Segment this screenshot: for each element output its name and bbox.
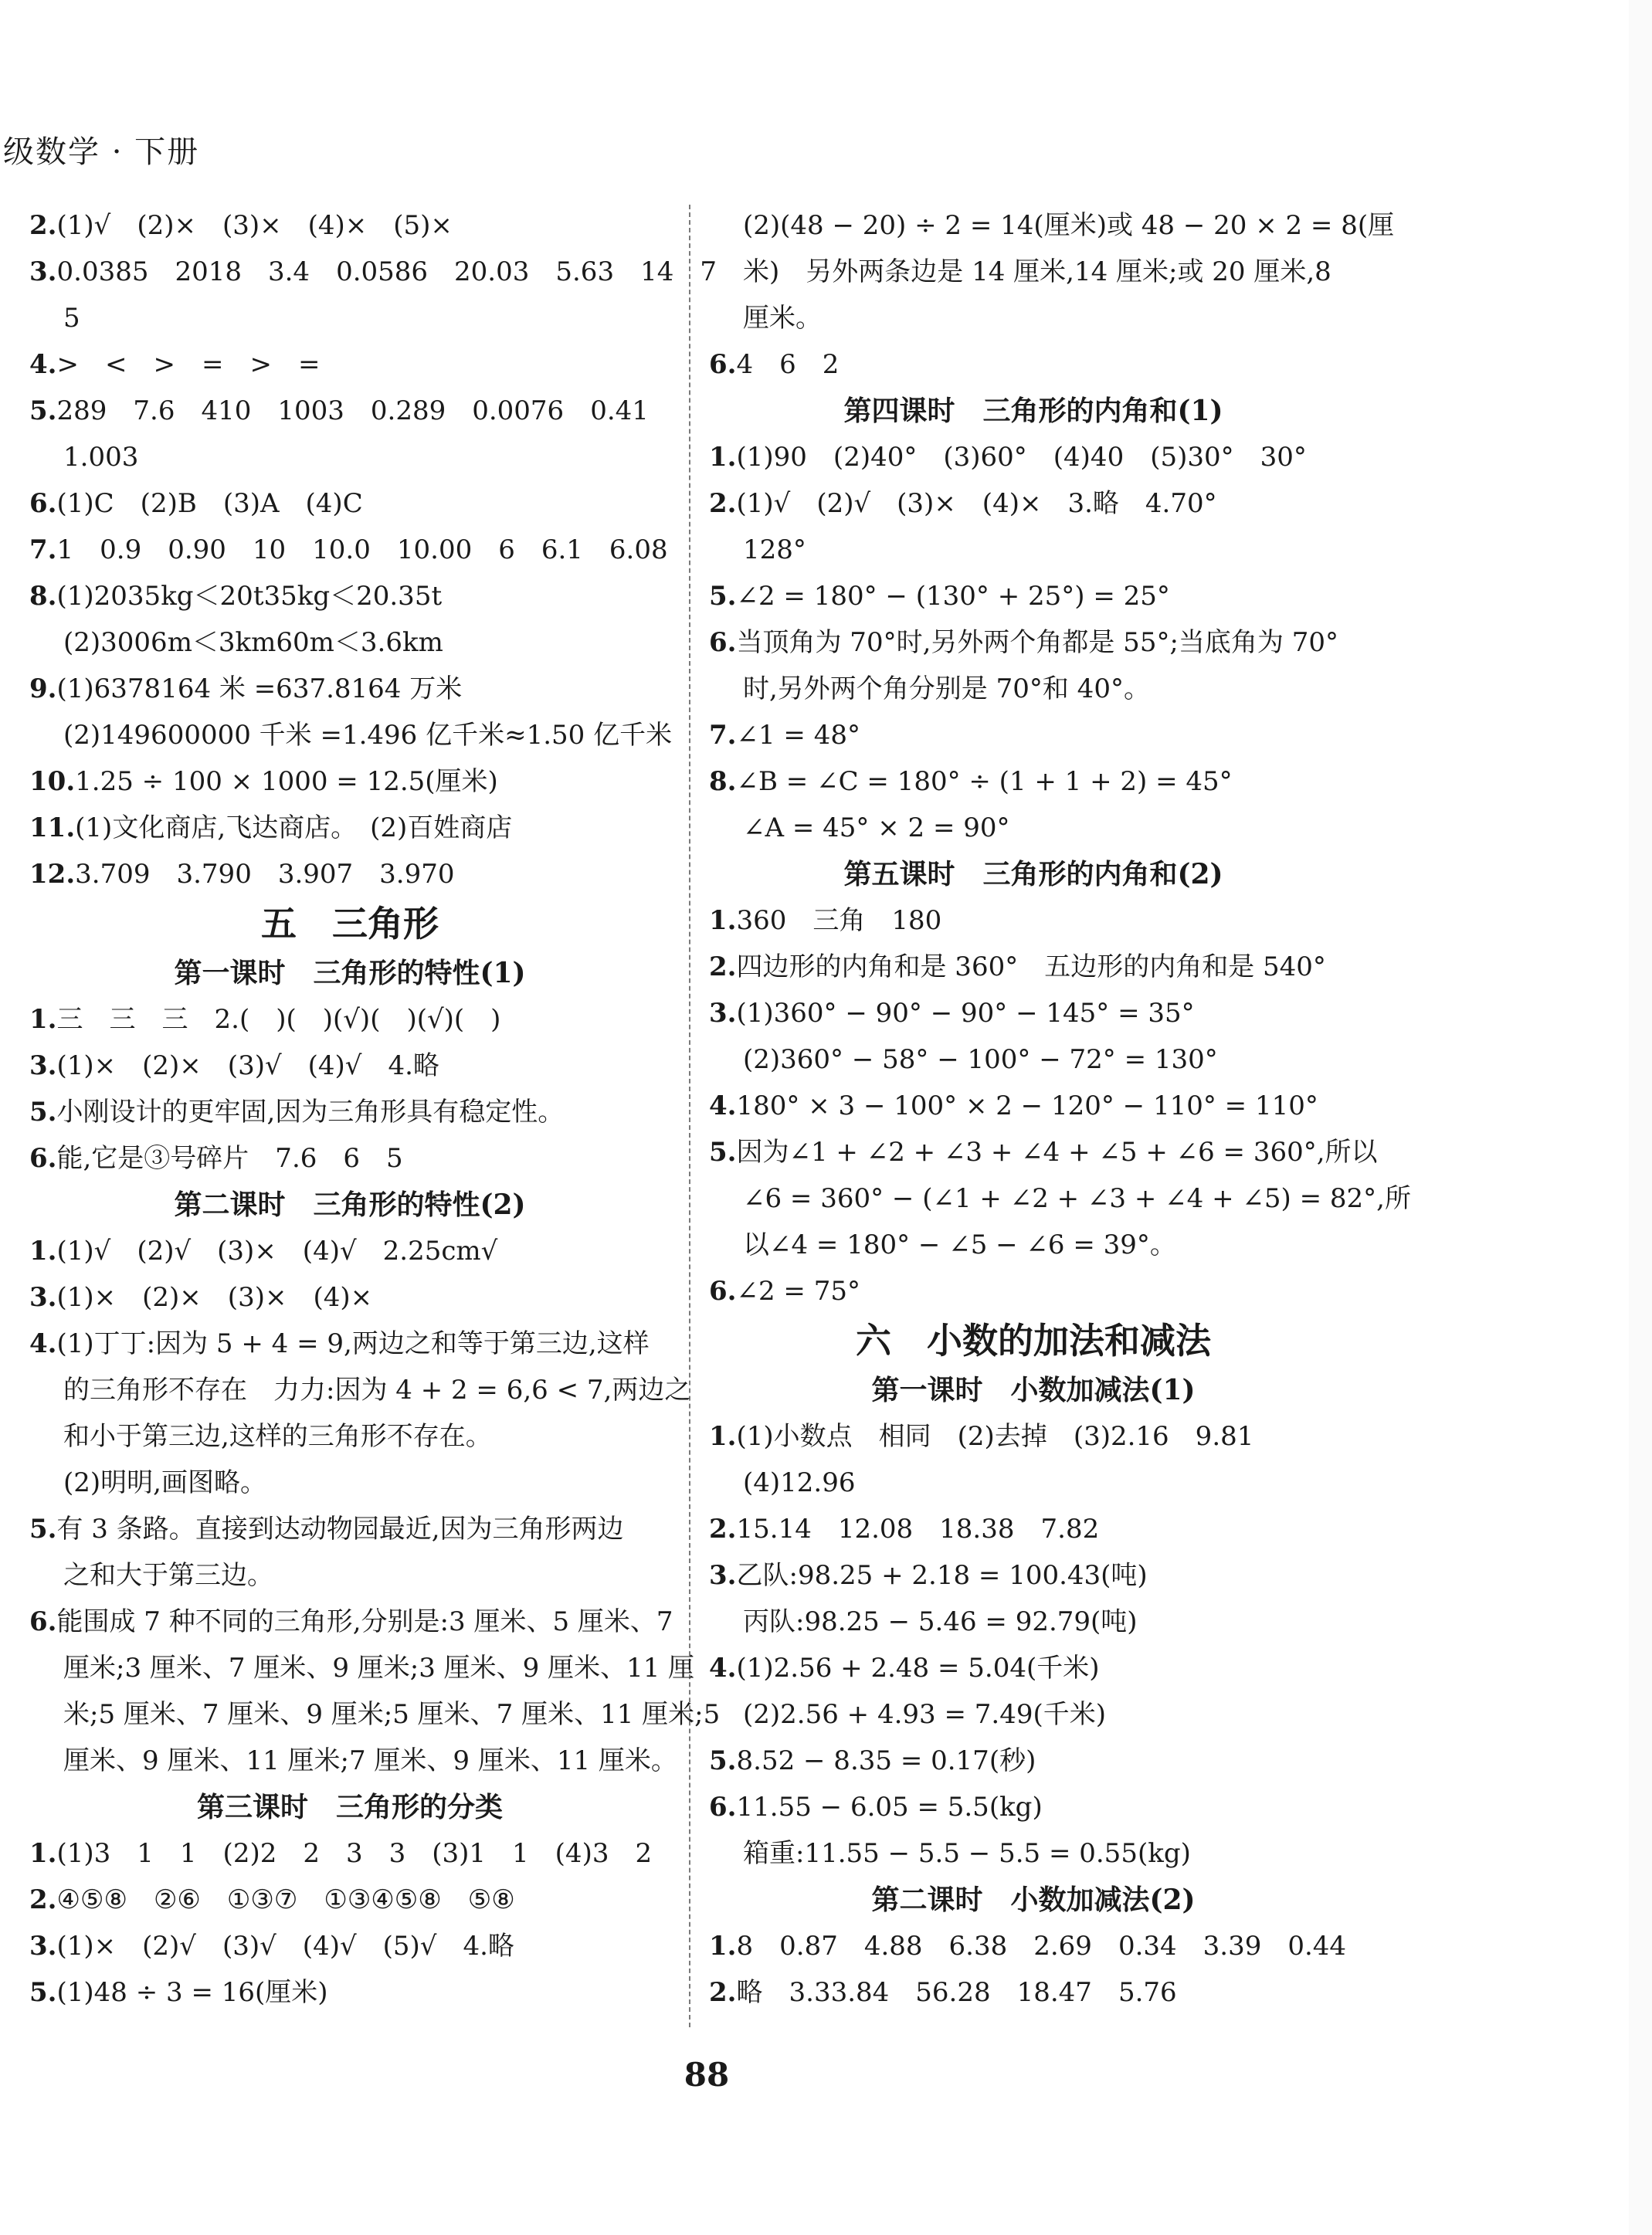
item-text: 8.52 − 8.35 = 0.17(秒) [736,1745,1036,1776]
item-text: 8 0.87 4.88 6.38 2.69 0.34 3.39 0.44 [736,1931,1347,1962]
answer-item [29,341,670,388]
item-number: 3. [29,1931,57,1962]
page-number: 88 [684,2056,730,2094]
item-text: 1 0.9 0.90 10 10.0 10.00 6 6.1 6.08 [56,534,668,565]
item-text: (1)360° − 90° − 90° − 145° = 35° [736,998,1195,1029]
answer-item [29,1877,670,1923]
answer-item [709,619,1358,666]
answer-item [29,1506,670,1552]
item-number: 7. [709,720,737,751]
item-number: 5. [29,395,57,426]
item-number: 8. [709,766,737,797]
item-number: 2. [29,210,57,241]
item-number: 1. [709,442,737,473]
item-number: 4. [29,1328,57,1359]
item-text: (1)× (2)× (3)× (4)× [56,1282,373,1313]
item-number: 10. [29,766,76,797]
item-text: 有 3 条路。直接到达动物园最近,因为三角形两边 [56,1514,624,1545]
answer-item [29,666,670,712]
item-number: 4. [709,1090,737,1121]
answer-item [29,1830,670,1877]
item-number: 8. [29,581,57,612]
item-text: 因为∠1 + ∠2 + ∠3 + ∠4 + ∠5 + ∠6 = 360°,所以 [736,1137,1378,1168]
item-text: ∠1 = 48° [736,720,860,751]
answer-item [29,1135,670,1182]
chapter-title: 五 三角形 [261,903,439,945]
item-number: 1. [709,1421,737,1452]
item-text: 小刚设计的更牢固,因为三角形具有稳定性。 [56,1097,565,1128]
answer-item [709,897,1358,944]
answer-item [29,805,670,851]
item-number: 5. [29,1514,57,1545]
item-text: 乙队:98.25 + 2.18 = 100.43(吨) [736,1560,1148,1591]
section-title: 第二课时 小数加减法(2) [871,1884,1196,1916]
answer-item [709,434,1358,480]
item-text: ∠2 = 180° − (130° + 25°) = 25° [736,581,1170,612]
answer-continuation: (2)149600000 千米 =1.496 亿千米≈1.50 亿千米 [63,720,673,751]
item-text: ∠2 = 75° [736,1276,860,1307]
answer-item [29,758,670,805]
answer-continuation: (2)360° − 58° − 100° − 72° = 130° [743,1044,1218,1075]
item-text: 0.0385 2018 3.4 0.0586 20.03 5.63 14 7 [56,256,717,287]
item-text: 360 三角 180 [736,905,942,936]
answer-item [29,249,717,295]
item-number: 6. [709,1276,737,1307]
answer-item [709,712,1358,758]
item-text: (1)√ (2)√ (3)× (4)√ 2.25cm√ [56,1236,498,1267]
item-number: 2. [709,1977,737,2008]
item-number: 6. [29,488,57,519]
item-text: 4 6 2 [736,349,840,380]
answer-item [709,1268,1358,1314]
answer-continuation: (2)(48 − 20) ÷ 2 = 14(厘米)或 48 − 20 × 2 = 8(厘 [743,210,1395,241]
answer-continuation: ∠A = 45° × 2 = 90° [743,812,1010,843]
answer-continuation: 的三角形不存在 力力:因为 4 + 2 = 6,6 < 7,两边之 [63,1375,691,1406]
item-text: (1)× (2)× (3)√ (4)√ 4.略 [56,1050,439,1081]
answer-continuation: 时,另外两个角分别是 70°和 40°。 [743,673,1150,704]
answer-item [709,341,1358,388]
item-text: (1)丁丁:因为 5 + 4 = 9,两边之和等于第三边,这样 [56,1328,650,1359]
left-column [29,202,721,2016]
answer-continuation: 以∠4 = 180° − ∠5 − ∠6 = 39°。 [743,1229,1176,1260]
item-text: 180° × 3 − 100° × 2 − 120° − 110° = 110° [736,1090,1318,1121]
item-number: 2. [709,951,737,982]
item-number: 6. [709,627,737,658]
item-text: (1)6378164 米 =637.8164 万米 [56,673,463,704]
answer-item [709,480,1358,527]
item-number: 5. [709,1137,737,1168]
answer-item [709,990,1358,1036]
answer-item [709,758,1358,805]
answer-item [709,1645,1358,1691]
answer-continuation: 厘米、9 厘米、11 厘米;7 厘米、9 厘米、11 厘米。 [63,1745,677,1776]
item-number: 7. [29,534,57,565]
section-title: 第五课时 三角形的内角和(2) [843,858,1223,890]
answer-item [29,1089,670,1135]
item-number: 2. [29,1884,57,1915]
item-text: 当顶角为 70°时,另外两个角都是 55°;当底角为 70° [736,627,1338,658]
chapter-title: 六 小数的加法和减法 [856,1320,1211,1362]
item-number: 2. [709,1514,737,1545]
answer-item [709,1129,1378,1175]
answer-item [29,202,670,249]
answer-continuation: 箱重:11.55 − 5.5 − 5.5 = 0.55(kg) [743,1838,1191,1869]
answer-item [29,1321,670,1367]
right-column [709,202,1411,2016]
answer-item [709,1969,1358,2016]
answer-item [709,573,1358,619]
answer-continuation: (2)明明,画图略。 [63,1467,266,1498]
item-text: 四边形的内角和是 360° 五边形的内角和是 540° [736,951,1326,982]
item-number: 1. [29,1236,57,1267]
answer-continuation: 丙队:98.25 − 5.46 = 92.79(吨) [743,1606,1138,1637]
item-number: 1. [709,905,737,936]
page-edge [1629,0,1652,2235]
item-text: (1)× (2)√ (3)√ (4)√ (5)√ 4.略 [56,1931,514,1962]
answer-item [29,996,670,1043]
answer-item [709,1083,1358,1129]
item-text: (1)文化商店,飞达商店。 (2)百姓商店 [75,812,513,843]
answer-item [29,1274,670,1321]
item-text: 能,它是③号碎片 7.6 6 5 [56,1143,403,1174]
item-number: 3. [29,1282,57,1313]
answer-continuation: (2)3006m＜3km60m＜3.6km [63,627,443,658]
answer-continuation: 5 [63,303,80,334]
answer-continuation: 128° [743,534,806,565]
answer-item [29,1228,670,1274]
item-number: 5. [29,1977,57,2008]
item-text: 3.709 3.790 3.907 3.970 [75,859,455,890]
answer-continuation: (2)2.56 + 4.93 = 7.49(千米) [743,1699,1107,1730]
item-number: 11. [29,812,76,843]
section-title: 第一课时 三角形的特性(1) [174,957,526,989]
book-header: 级数学 · 下册 [3,134,200,170]
item-number: 6. [709,1792,737,1823]
answer-item [709,1413,1358,1460]
section-title: 第二课时 三角形的特性(2) [174,1189,526,1221]
item-number: 3. [709,1560,737,1591]
item-text: (1)3 1 1 (2)2 2 3 3 (3)1 1 (4)3 2 [56,1838,653,1869]
item-text: (1)2.56 + 2.48 = 5.04(千米) [736,1653,1100,1684]
item-text: (1)小数点 相同 (2)去掉 (3)2.16 9.81 [736,1421,1254,1452]
item-text: (1)√ (2)× (3)× (4)× (5)× [56,210,453,241]
item-text: ④⑤⑧ ②⑥ ①③⑦ ①③④⑤⑧ ⑤⑧ [56,1884,515,1915]
answer-continuation: 厘米;3 厘米、7 厘米、9 厘米;3 厘米、9 厘米、11 厘 [63,1653,695,1684]
item-text: (1)2035kg＜20t35kg＜20.35t [56,581,443,612]
answer-item [709,1738,1358,1784]
answer-item [709,944,1358,990]
answer-continuation: 之和大于第三边。 [63,1560,273,1591]
item-text: (1)√ (2)√ (3)× (4)× 3.略 4.70° [736,488,1217,519]
item-number: 3. [709,998,737,1029]
item-text: 11.55 − 6.05 = 5.5(kg) [736,1792,1043,1823]
answer-item [29,1969,670,2016]
item-text: (1)90 (2)40° (3)60° (4)40 (5)30° 30° [736,442,1307,473]
item-text: > < > = > = [56,349,321,380]
section-title: 第三课时 三角形的分类 [196,1791,503,1823]
answer-item [29,573,670,619]
answer-continuation: 米;5 厘米、7 厘米、9 厘米;5 厘米、7 厘米、11 厘米;5 [63,1699,721,1730]
answer-item [709,1923,1358,1969]
item-number: 5. [709,1745,737,1776]
item-text: (1)48 ÷ 3 = 16(厘米) [56,1977,328,2008]
item-number: 5. [709,581,737,612]
answer-item [29,1043,670,1089]
item-number: 1. [29,1838,57,1869]
item-number: 4. [709,1653,737,1684]
answer-continuation: (4)12.96 [743,1467,856,1498]
section-title: 第四课时 三角形的内角和(1) [843,395,1223,427]
item-text: (1)C (2)B (3)A (4)C [56,488,363,519]
item-number: 1. [709,1931,737,1962]
answer-continuation: ∠6 = 360° − (∠1 + ∠2 + ∠3 + ∠4 + ∠5) = 82°,所 [743,1183,1411,1214]
answer-continuation: 1.003 [63,442,139,473]
item-number: 4. [29,349,57,380]
item-text: ∠B = ∠C = 180° ÷ (1 + 1 + 2) = 45° [736,766,1233,797]
answer-item [29,527,670,573]
answer-item [29,1599,673,1645]
item-number: 6. [29,1143,57,1174]
answer-item [29,480,670,527]
item-number: 5. [29,1097,57,1128]
answer-item [709,1552,1358,1599]
answer-item [29,851,670,897]
item-text: 15.14 12.08 18.38 7.82 [736,1514,1100,1545]
item-text: 略 3.33.84 56.28 18.47 5.76 [736,1977,1177,2008]
item-number: 3. [29,256,57,287]
item-text: 1.25 ÷ 100 × 1000 = 12.5(厘米) [75,766,498,797]
item-text: 三 三 三 2.( )( )(√)( )(√)( ) [56,1004,501,1035]
answer-continuation: 米) 另外两条边是 14 厘米,14 厘米;或 20 厘米,8 [743,256,1331,287]
item-text: 能围成 7 种不同的三角形,分别是:3 厘米、5 厘米、7 [56,1606,673,1637]
item-number: 6. [709,349,737,380]
answer-continuation: 和小于第三边,这样的三角形不存在。 [63,1421,492,1452]
answer-item [29,1923,670,1969]
item-number: 3. [29,1050,57,1081]
section-title: 第一课时 小数加减法(1) [871,1374,1196,1406]
answer-item [709,1506,1358,1552]
item-number: 12. [29,859,76,890]
item-number: 2. [709,488,737,519]
answer-item [709,1784,1358,1830]
answer-continuation: 厘米。 [743,303,822,334]
item-text: 289 7.6 410 1003 0.289 0.0076 0.41 [56,395,649,426]
item-number: 9. [29,673,57,704]
column-divider [689,205,690,2027]
item-number: 6. [29,1606,57,1637]
answer-item [29,388,670,434]
item-number: 1. [29,1004,57,1035]
